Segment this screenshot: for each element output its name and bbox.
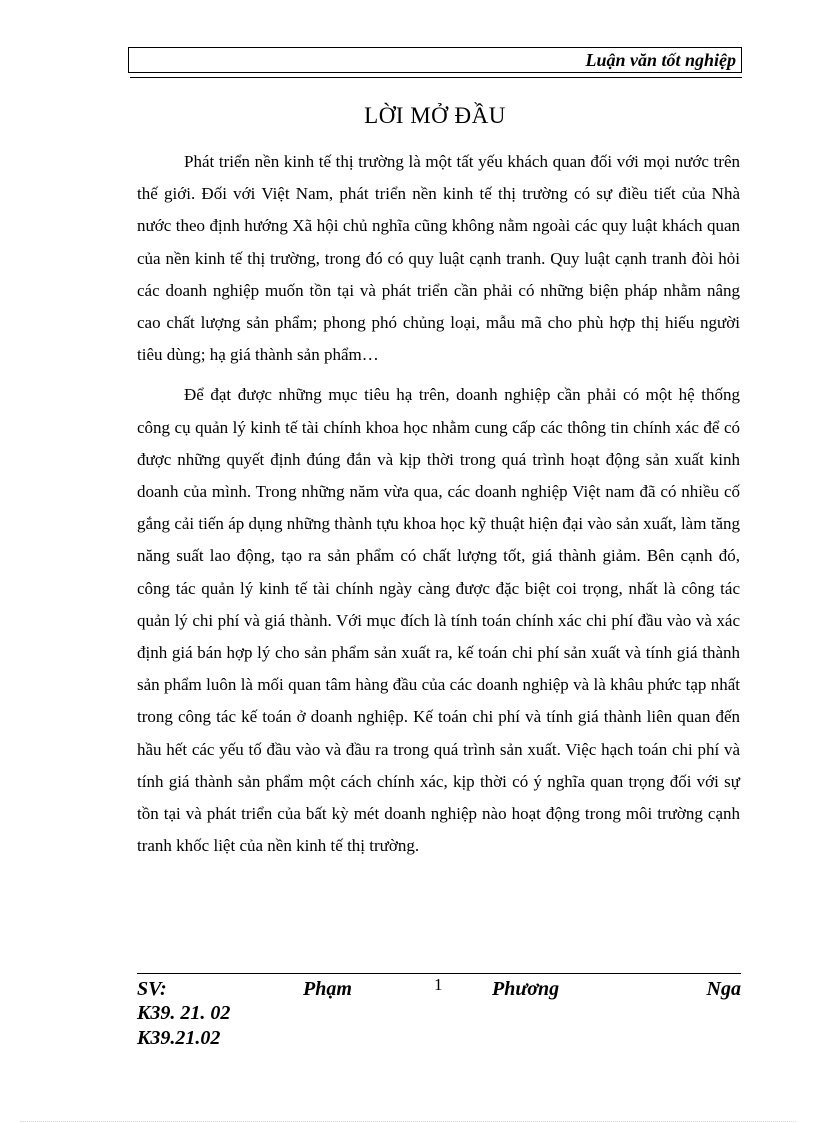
body-text [137, 146, 740, 862]
page-number: 1 [434, 975, 443, 994]
footer-class-line-2: K39.21.02 [137, 1027, 221, 1049]
paragraph-2: Để đạt được những mục tiêu hạ trên, doanh nghiệp cần phải có một hệ thống công cụ quản lý kinh tế tài chính khoa học nhằm cung cấp các thông tin chính xác để có được những quyết định đúng đắn và kịp thời trong quá trình hoạt động sản xuất kinh doanh của mình. Trong những năm vừa qua, các doanh nghiệp Việt nam đã có nhiều cố gắng cải tiến áp dụng những thành tựu khoa học kỹ thuật hiện đại vào sản xuất, làm tăng năng suất lao động, tạo ra sản phẩm có chất lượng tốt, giá thành giảm. Bên cạnh đó, công tác quản lý kinh tế tài chính ngày càng được đặc biệt coi trọng, nhất là công tác quản lý chi phí và giá thành. Với mục đích là tính toán chính xác chi phí đầu vào và xác định giá bán hợp lý cho sản phẩm sản xuất ra, kế toán chi phí sản xuất và tính giá thành sản phẩm luôn là mối quan tâm hàng đầu của các doanh nghiệp và là khâu phức tạp nhất trong công tác kế toán ở doanh nghiệp. Kế toán chi phí và tính giá thành liên quan đến hầu hết các yếu tố đầu vào và đầu ra trong quá trình sản xuất. Việc hạch toán chi phí và tính giá thành sản phẩm một cách chính xác, kịp thời có ý nghĩa quan trọng đối với sự tồn tại và phát triển của bất kỳ mét doanh nghiệp nào hoạt động trong môi trường cạnh tranh khốc liệt của nền kinh tế thị trường. [137, 385, 740, 856]
footer-name-last: Nga [706, 978, 741, 1000]
header-divider [130, 77, 742, 78]
header-box [128, 47, 742, 73]
footer-name-first: Phạm [303, 978, 352, 1000]
footer-class-line-1: K39. 21. 02 [137, 1002, 231, 1024]
page-title: LỜI MỞ ĐẦU [364, 103, 506, 128]
footer-sv-label: SV: [137, 978, 167, 1000]
footer-name-middle: Phương [492, 978, 560, 1000]
header-title: Luận văn tốt nghiệp [585, 50, 736, 70]
page-edge [20, 1121, 796, 1122]
paragraph-1: Phát triển nền kinh tế thị trường là một tất yếu khách quan đối với mọi nước trên thế giới. Đối với Việt Nam, phát triển nền kinh tế thị trường có sự điều tiết của Nhà nước theo định hướng Xã hội chủ nghĩa cũng không nằm ngoài các quy luật khách quan của nền kinh tế thị trường, trong đó có quy luật cạnh tranh. Quy luật cạnh tranh đòi hỏi các doanh nghiệp muốn tồn tại và phát triển cần phải có những biện pháp nhằm nâng cao chất lượng sản phẩm; phong phó chủng loại, mẫu mã cho phù hợp thị hiếu người tiêu dùng; hạ giá thành sản phẩm… [137, 152, 740, 365]
footer-divider [137, 973, 741, 974]
